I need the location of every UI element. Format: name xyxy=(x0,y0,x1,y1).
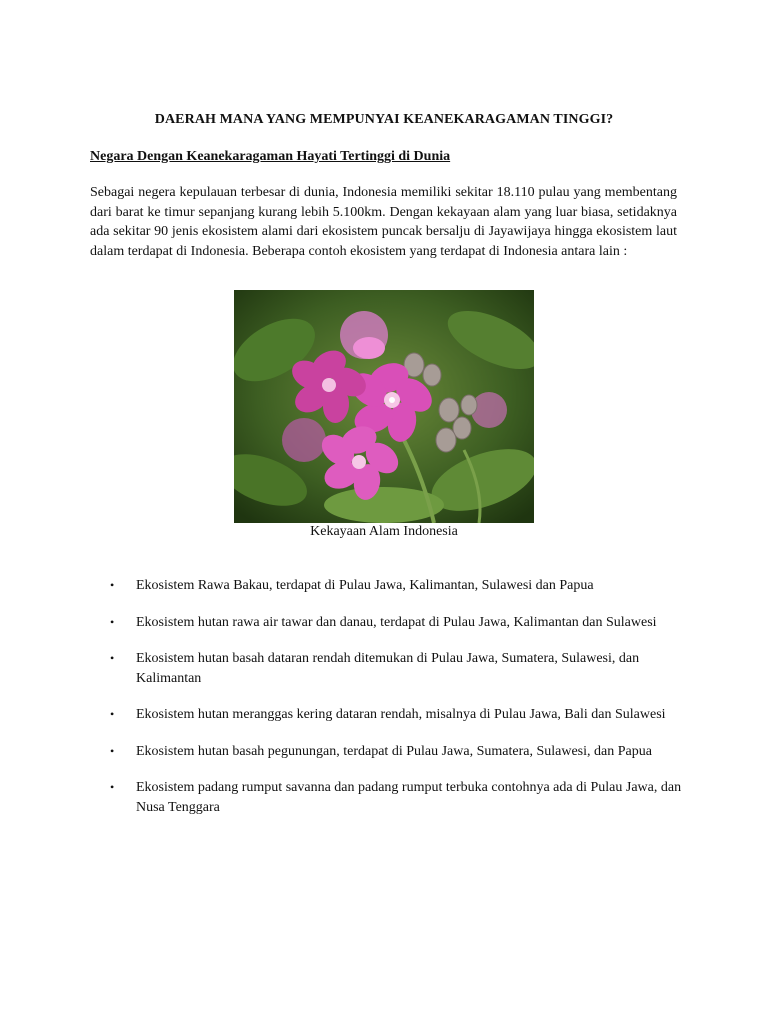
list-item xyxy=(110,576,690,596)
bullet-icon: • xyxy=(110,780,115,794)
list-item xyxy=(110,649,690,688)
list-item-text: Ekosistem hutan basah pegunungan, terdapat di Pulau Jawa, Sumatera, Sulawesi, dan Papua xyxy=(136,743,652,759)
list-item-text: Ekosistem hutan meranggas kering dataran rendah, misalnya di Pulau Jawa, Bali dan Sulawesi xyxy=(136,707,666,722)
bullet-icon: • xyxy=(110,614,115,629)
photo-caption: Kekayaan Alam Indonesia xyxy=(310,524,458,539)
document-title: DAERAH MANA YANG MEMPUNYAI KEANEKARAGAMAN TINGGI? xyxy=(154,112,614,127)
bullet-icon: • xyxy=(110,578,115,592)
bullet-icon: • xyxy=(110,707,115,721)
bullet-icon: • xyxy=(110,743,115,758)
list-item xyxy=(110,705,690,725)
bullet-icon: • xyxy=(110,651,115,665)
list-item xyxy=(110,613,690,633)
list-item xyxy=(110,742,690,762)
flower-photo xyxy=(234,290,534,523)
flower-illustration xyxy=(234,290,534,523)
list-item-text: Ekosistem hutan basah dataran rendah ditemukan di Pulau Jawa, Sumatera, Sulawesi, dan Kalimantan xyxy=(136,651,640,686)
ecosystem-list xyxy=(110,576,690,834)
list-item-text: Ekosistem Rawa Bakau, terdapat di Pulau Jawa, Kalimantan, Sulawesi dan Papua xyxy=(136,578,594,593)
list-item-text: Ekosistem hutan rawa air tawar dan danau, terdapat di Pulau Jawa, Kalimantan dan Sulawesi xyxy=(136,614,657,630)
list-item xyxy=(110,778,690,817)
intro-paragraph: Sebagai negera kepulauan terbesar di dunia, Indonesia memiliki sekitar 18.110 pulau yang membentang dari barat ke timur sepanjang kurang lebih 5.100km. Dengan kekayaan alam yang luar biasa, setidaknya ada sekitar 90 jenis ekosistem alami dari ekosistem puncak bersalju di Jayawijaya hingga ekosistem laut dalam terdapat di Indonesia. Beberapa contoh ekosistem yang terdapat di Indonesia antara lain : xyxy=(90,185,677,259)
section-heading: Negara Dengan Keanekaragaman Hayati Tertinggi di Dunia xyxy=(90,149,451,164)
list-item-text: Ekosistem padang rumput savanna dan padang rumput terbuka contohnya ada di Pulau Jawa, dan Nusa Tenggara xyxy=(136,780,682,815)
